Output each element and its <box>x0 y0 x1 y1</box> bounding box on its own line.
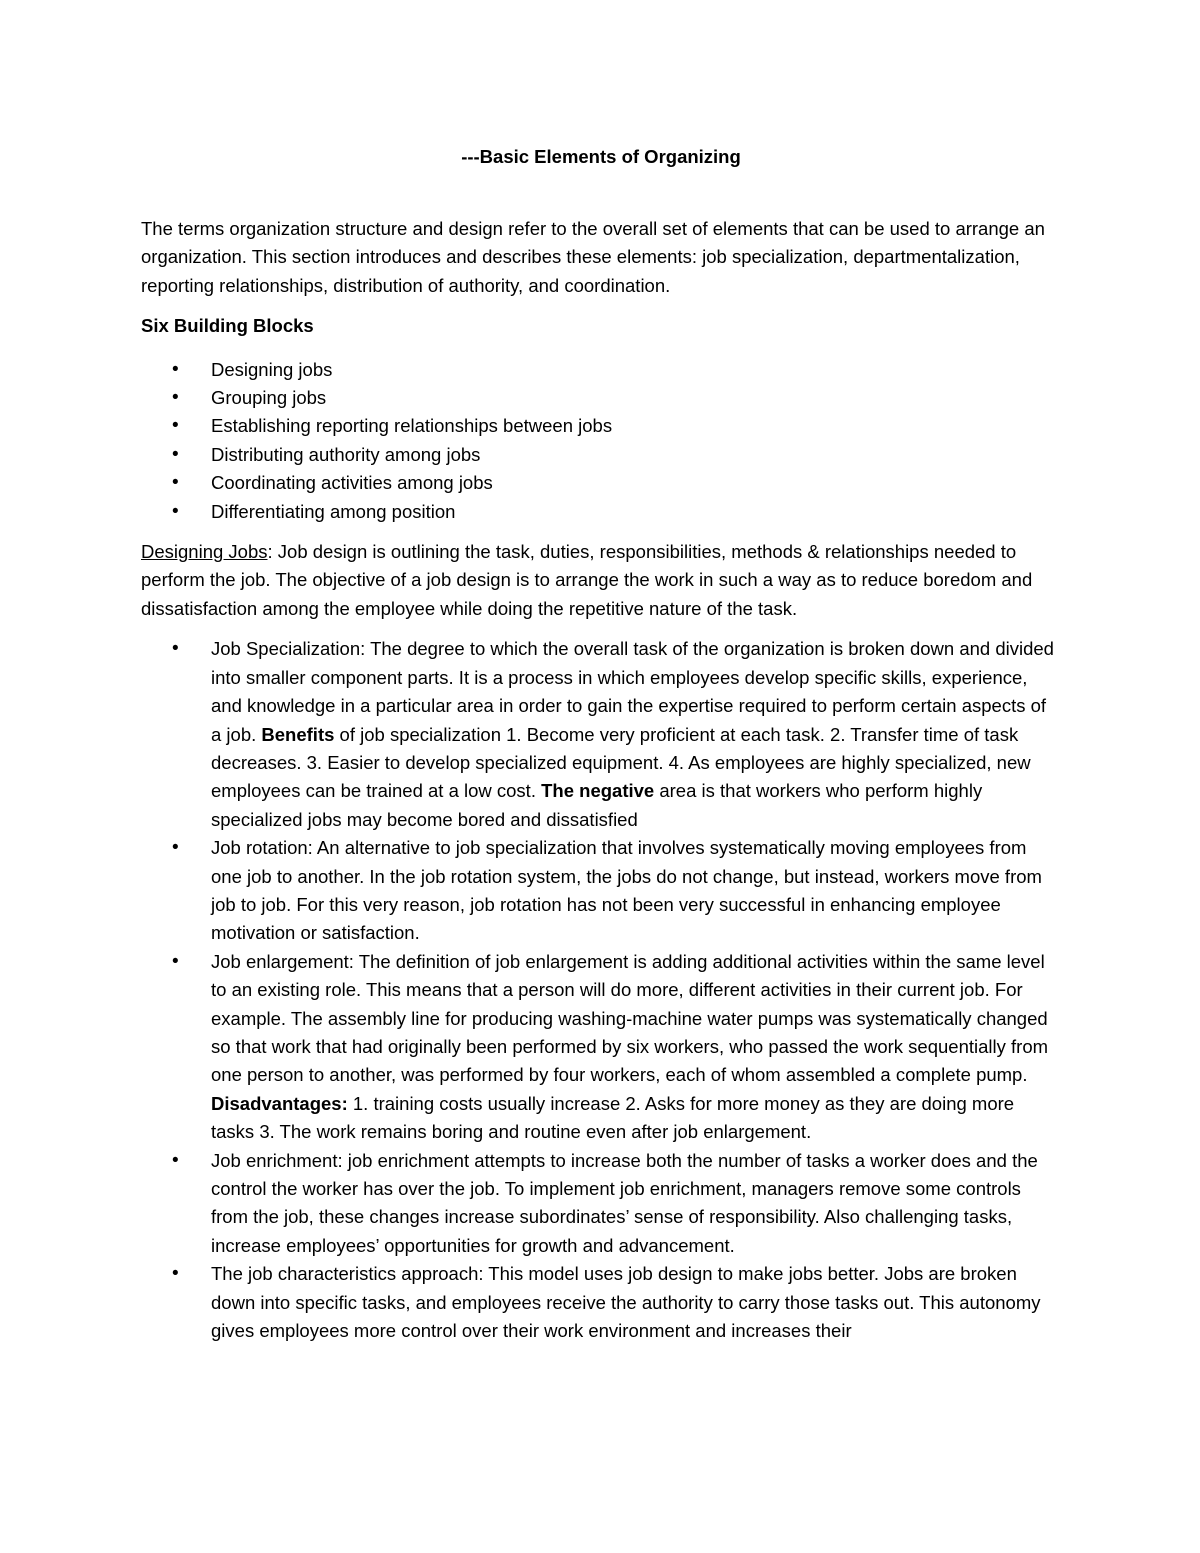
benefits-label: Benefits <box>261 723 335 745</box>
document-title: ---Basic Elements of Organizing <box>461 146 741 167</box>
list-item: • Establishing reporting relationships between jobs <box>141 412 1061 440</box>
job-design-approaches-list <box>141 635 1061 1345</box>
document-body <box>141 143 1061 1357</box>
designing-jobs-paragraph <box>141 538 1061 623</box>
job-enlargement-item <box>141 948 1061 1147</box>
building-blocks-list <box>141 356 1061 526</box>
job-enlargement-text: Job enlargement: The definition of job enlargement is adding additional activities within the same level to an existing role. This means that a person will do more, different activities in their current job. For example. The assembly line for producing washing-machine water pumps was systematically changed so that work that had originally been performed by six workers, who passed the work sequentially from one person to another, was performed by four workers, each of whom assembled a complete pump. <box>211 950 1049 1086</box>
job-characteristics-item: • The job characteristics approach: This model uses job design to make jobs better. Jobs are broken down into specific tasks, and employees receive the authority to carry those tasks out. This autonomy gives employees more control over their work environment and increases their <box>141 1260 1061 1345</box>
job-specialization-text: Job Specialization: The degree to which the overall task of the organization is broken down and divided into smaller component parts. It is a process in which employees develop specific skills, experience, and knowledge in a particular area in order to gain the expertise required to perform certain aspects of a job. <box>211 638 1054 745</box>
designing-jobs-text: Job design is outlining the task, duties, responsibilities, methods & relationships needed to perform the job. The objective of a job design is to arrange the work in such a way as to reduce boredom and dissatisfaction among the employee while doing the repetitive nature of the task. <box>141 541 1033 619</box>
list-item: • Distributing authority among jobs <box>141 441 1061 469</box>
list-item: • Coordinating activities among jobs <box>141 469 1061 497</box>
disadvantages-text: 1. training costs usually increase 2. Asks for more money as they are doing more tasks 3. The work remains boring and routine even after job enlargement. <box>211 1092 1015 1143</box>
disadvantages-label: Disadvantages: <box>211 1092 348 1114</box>
negative-label: The negative <box>541 780 655 802</box>
designing-jobs-colon: : <box>267 541 273 563</box>
intro-paragraph: The terms organization structure and design refer to the overall set of elements that can be used to arrange an organization. This section introduces and describes these elements: job specialization, departmentalization, reporting relationships, distribution of authority, and coordination. <box>141 218 1045 296</box>
designing-jobs-term: Designing Jobs <box>141 541 268 563</box>
list-item: • Differentiating among position <box>141 498 1061 526</box>
building-blocks-heading: Six Building Blocks <box>141 315 314 337</box>
job-enrichment-item: • Job enrichment: job enrichment attempts to increase both the number of tasks a worker does and the control the worker has over the job. To implement job enrichment, managers remove some controls from the job, these changes increase subordinates’ sense of responsibility. Also challenging tasks, increase employees’ opportunities for growth and advancement. <box>141 1147 1061 1261</box>
job-rotation-item: • Job rotation: An alternative to job specialization that involves systematically moving employees from one job to another. In the job rotation system, the jobs do not change, but instead, workers move from job to job. For this very reason, job rotation has not been very successful in enhancing employee motivation or satisfaction. <box>141 834 1061 948</box>
list-item: • Designing jobs <box>141 356 1061 384</box>
benefits-text: of job specialization 1. Become very proficient at each task. 2. Transfer time of task decreases. 3. Easier to develop specialized equipment. 4. As employees are highly specialized, new employees can be trained at a low cost. <box>211 723 1031 802</box>
job-specialization-item <box>141 635 1061 834</box>
list-item: • Grouping jobs <box>141 384 1061 412</box>
negative-text: area is that workers who perform highly specialized jobs may become bored and dissatisfied <box>211 780 983 830</box>
